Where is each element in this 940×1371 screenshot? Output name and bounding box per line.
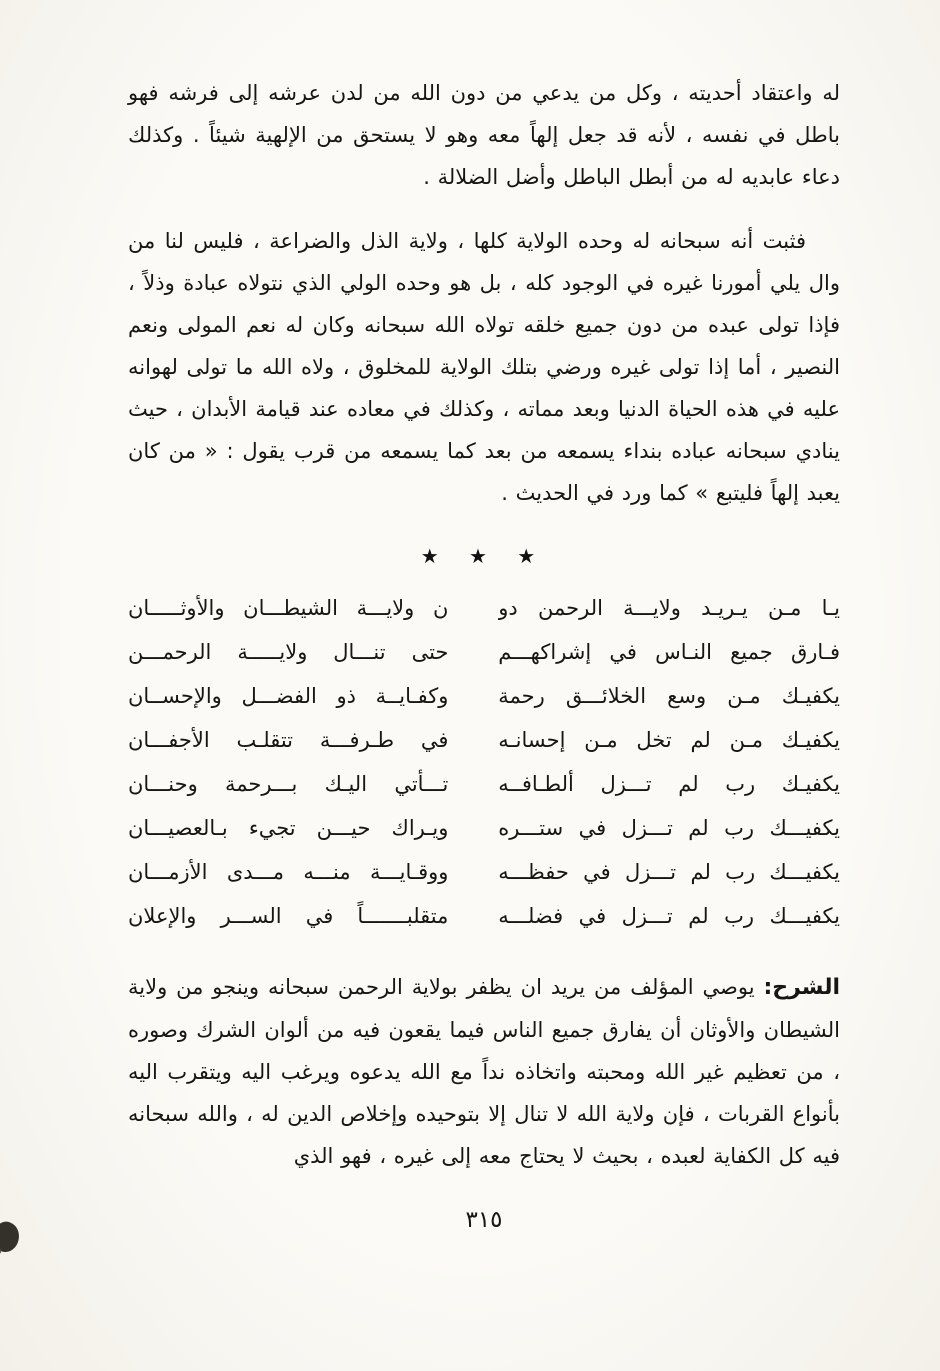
paragraph-gap <box>128 198 840 220</box>
hemistich-first: يـا مـن يـريـد ولايـــة الرحمن دو <box>498 596 840 620</box>
commentary-paragraph <box>128 966 840 1177</box>
poem-line <box>128 718 840 762</box>
poem-line <box>128 850 840 894</box>
hemistich-first: يكفيـك مـن وسع الخلائـــق رحمة <box>498 684 840 708</box>
text-block <box>128 72 840 1233</box>
hemistich-second: وكفـايــة ذو الفضـــل والإحســان <box>128 684 449 708</box>
hemistich-first: يكفيـــك رب لم تـــزل في حفظـــه <box>498 860 840 884</box>
hemistich-second: ووقـايـــة منـــه مـــدى الأزمـــان <box>128 860 449 884</box>
hemistich-first: يكفيـــك رب لم تـــزل في ستـــره <box>498 816 840 840</box>
poem-line <box>128 674 840 718</box>
poem-line <box>128 586 840 630</box>
hemistich-second: ويـراك حيـــن تجيء بـالعصيـــان <box>128 816 449 840</box>
hemistich-second: حتى تنـــال ولايـــــة الرحمـــن <box>128 640 449 664</box>
hemistich-second: تـــأتي اليـك بـــرحمة وحنـــان <box>128 772 449 796</box>
commentary-label: الشرح: <box>763 975 840 1000</box>
paragraph-1: له واعتقاد أحديته ، وكل من يدعي من دون الله من لدن عرشه إلى فرشه فهو باطل في نفسه ، لأنه قد جعل إلهاً معه وهو لا يستحق من الإلهية شيئاً . وكذلك دعاء عابديه له من أبطل الباطل وأضل الضلالة . <box>128 81 840 189</box>
poem-line <box>128 762 840 806</box>
poem-line <box>128 630 840 674</box>
paragraph-2: فثبت أنه سبحانه له وحده الولاية كلها ، ولاية الذل والضراعة ، فليس لنا من وال يلي أمورنا غيره في الوجود كله ، بل هو وحده الولي الذي نتولاه عبادة وذلاً ، فإذا تولى عبده من دون جميع خلقه تولاه الله سبحانه وكان له نعم المولى ونعم النصير ، أما إذا تولى غيره ورضي بتلك الولاية للمخلوق ، ولاه الله ما تولى لهوانه عليه في هذه الحياة الدنيا وبعد مماته ، وكذلك في معاده عند قيامة الأبدان ، حيث ينادي سبحانه عباده بنداء يسمعه من بعد كما يسمعه من قرب يقول : « من كان يعبد إلهاً فليتبع » كما ورد في الحديث . <box>128 229 840 505</box>
hemistich-first: يكفيـك مـن لم تخل مـن إحسانـه <box>498 728 840 752</box>
hemistich-first: يكفيـك رب لم تـــزل ألطـافــه <box>498 772 840 796</box>
poem <box>128 586 840 938</box>
poem-line <box>128 806 840 850</box>
hemistich-second: في طـرفـــة تتقلـب الأجفـــان <box>128 728 449 752</box>
hemistich-second: متقلبـــــــاً في الســـر والإعلان <box>128 904 449 928</box>
poem-line <box>128 894 840 938</box>
ink-smudge-artifact <box>0 1218 24 1256</box>
hemistich-second: ن ولايـــة الشيطـــان والأوثـــــان <box>128 596 449 620</box>
page-number: ٣١٥ <box>465 1207 503 1233</box>
commentary-text: يوصي المؤلف من يريد ان يظفر بولاية الرحمن سبحانه وينجو من ولاية الشيطان والأوثان أن يفارق جميع الناس فيما يقعون فيه من ألوان الشرك وصوره ، من تعظيم غير الله ومحبته واتخاذه نداً مع الله يدعوه ويرغب اليه ويتقرب اليه بأنواع القربات ، فإن ولاية الله لا تنال إلا بتوحيده وإخلاص الدين له ، والله سبحانه فيه كل الكفاية لعبده ، بحيث لا يحتاج معه إلى غيره ، فهو الذي <box>128 975 840 1168</box>
hemistich-first: يكفيـــك رب لم تـــزل في فضلـــه <box>498 904 840 928</box>
hemistich-first: فـارق جميع النـاس في إشراكهـــم <box>498 640 840 664</box>
stars-separator: ★ ★ ★ <box>420 544 548 568</box>
